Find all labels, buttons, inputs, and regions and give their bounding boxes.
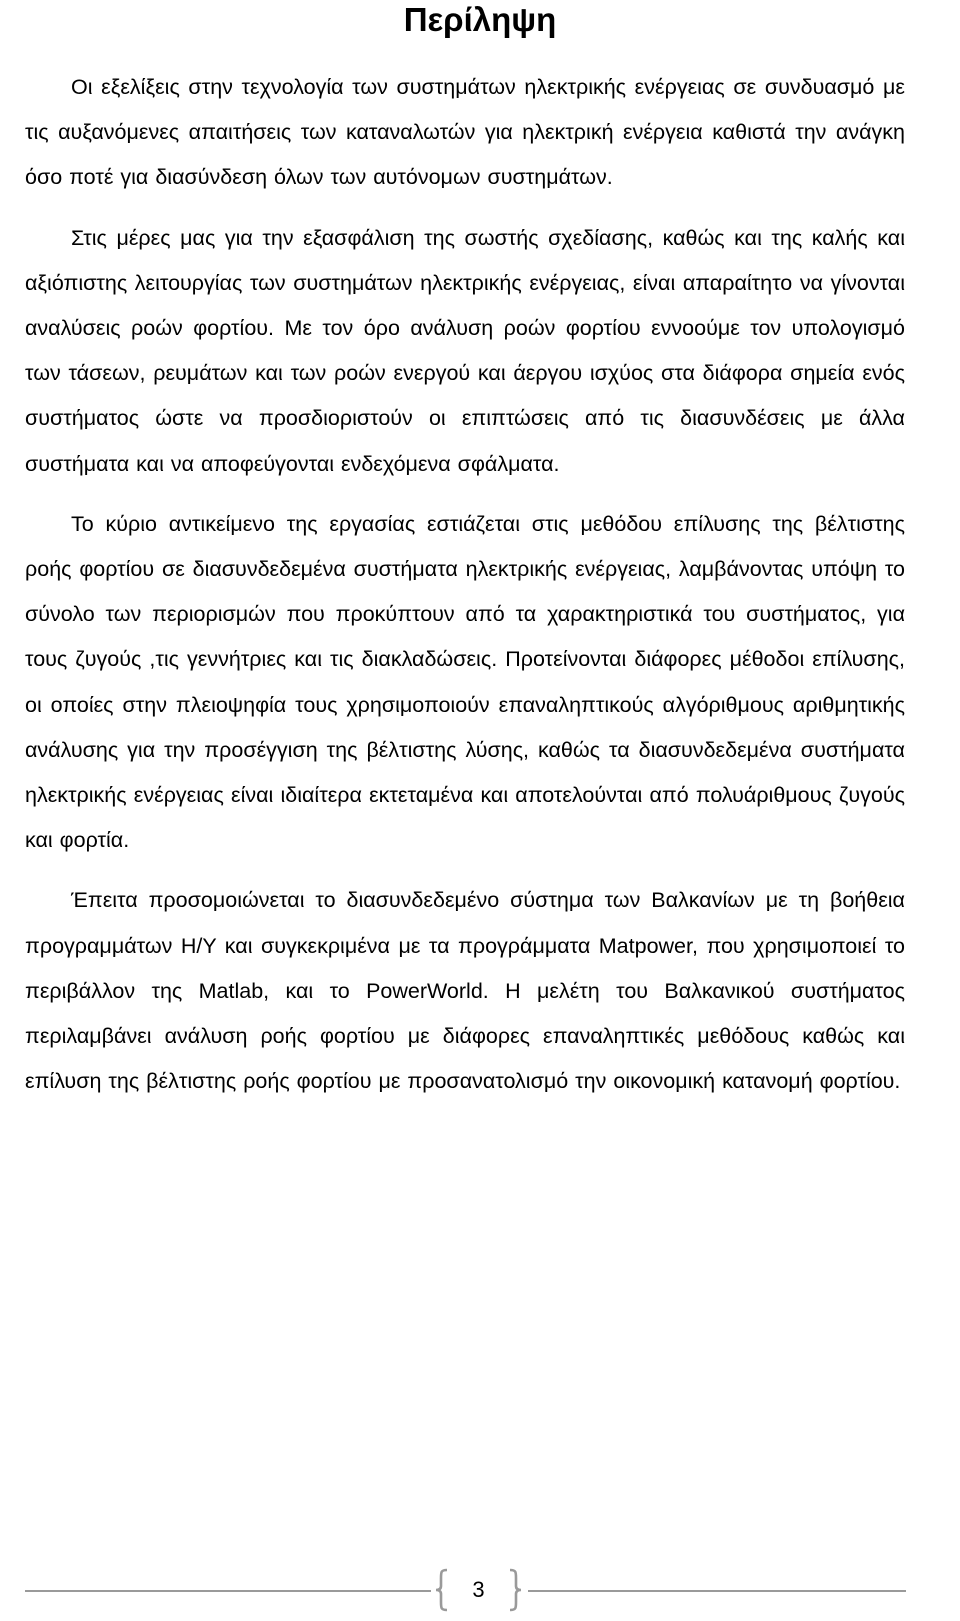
paragraph-main-objective: Το κύριο αντικείμενο της εργασίας εστιάζεται στις μεθόδου επίλυσης της βέλτιστης ροής φορτίου σε διασυνδεδεμένα συστήματα ηλεκτρικής ενέργειας, λαμβάνοντας υπόψη το σύνολο των περιορισμών που προκύπτουν από τα χαρακτηριστικά του συστήματος, για τους ζυγούς ,τις γεννήτριες και τις διακλαδώσεις. Προτείνονται διάφορες μέθοδοι επίλυσης, οι οποίες στην πλειοψηφία τους χρησιμοποιούν επαναληπτικούς αλγόριθμους αριθμητικής ανάλυσης για την προσέγγιση της βέλτιστης λύσης, καθώς τα διασυνδεδεμένα συστήματα ηλεκτρικής ενέργειας είναι ιδιαίτερα εκτεταμένα και αποτελούνται από πολυάριθμους ζυγούς και φορτία.: [25, 511, 905, 853]
page-title: Περίληψη: [403, 1, 557, 38]
page-footer: [0, 1568, 960, 1614]
right-brace-icon: [508, 1568, 522, 1612]
paragraph-introduction: Οι εξελίξεις στην τεχνολογία των συστημάτων ηλεκτρικής ενέργειας σε συνδυασμό με τις αυξανόμενες απαιτήσεις των καταναλωτών για ηλεκτρική ενέργεια καθιστά την ανάγκη όσο ποτέ για διασύνδεση όλων των αυτόνομων συστημάτων.: [25, 75, 905, 190]
page-number: 3: [472, 1577, 485, 1602]
footer-rule-right: [528, 1590, 906, 1592]
paragraph-balkan-simulation: Έπειτα προσομοιώνεται το διασυνδεδεμένο σύστημα των Βαλκανίων με τη βοήθεια προγραμμάτων Η/Υ και συγκεκριμένα με τα προγράμματα Matpower, που χρησιμοποιεί το περιβάλλον της Matlab, και το PowerWorld. Η μελέτη του Βαλκανικού συστήματος περιλαμβάνει ανάλυση ροής φορτίου με διάφορες επαναληπτικές μεθόδους καθώς και επίλυση της βέλτιστης ροής φορτίου με προσανατολισμό την οικονομική κατανομή φορτίου.: [25, 888, 905, 1094]
footer-rule-left: [25, 1590, 431, 1592]
document-body: [25, 65, 905, 1104]
paragraph-load-flow-analysis: Στις μέρες μας για την εξασφάλιση της σωστής σχεδίασης, καθώς και της καλής και αξιόπιστης λειτουργίας των συστημάτων ηλεκτρικής ενέργειας, είναι απαραίτητο να γίνονται αναλύσεις ροών φορτίου. Με τον όρο ανάλυση ροών φορτίου εννοούμε τον υπολογισμό των τάσεων, ρευμάτων και των ροών ενεργού και άεργου ισχύος στα διάφορα σημεία ενός συστήματος ώστε να προσδιοριστούν οι επιπτώσεις από τις διασυνδέσεις με άλλα συστήματα και να αποφεύγονται ενδεχόμενα σφάλματα.: [25, 225, 905, 476]
left-brace-icon: [435, 1568, 449, 1612]
